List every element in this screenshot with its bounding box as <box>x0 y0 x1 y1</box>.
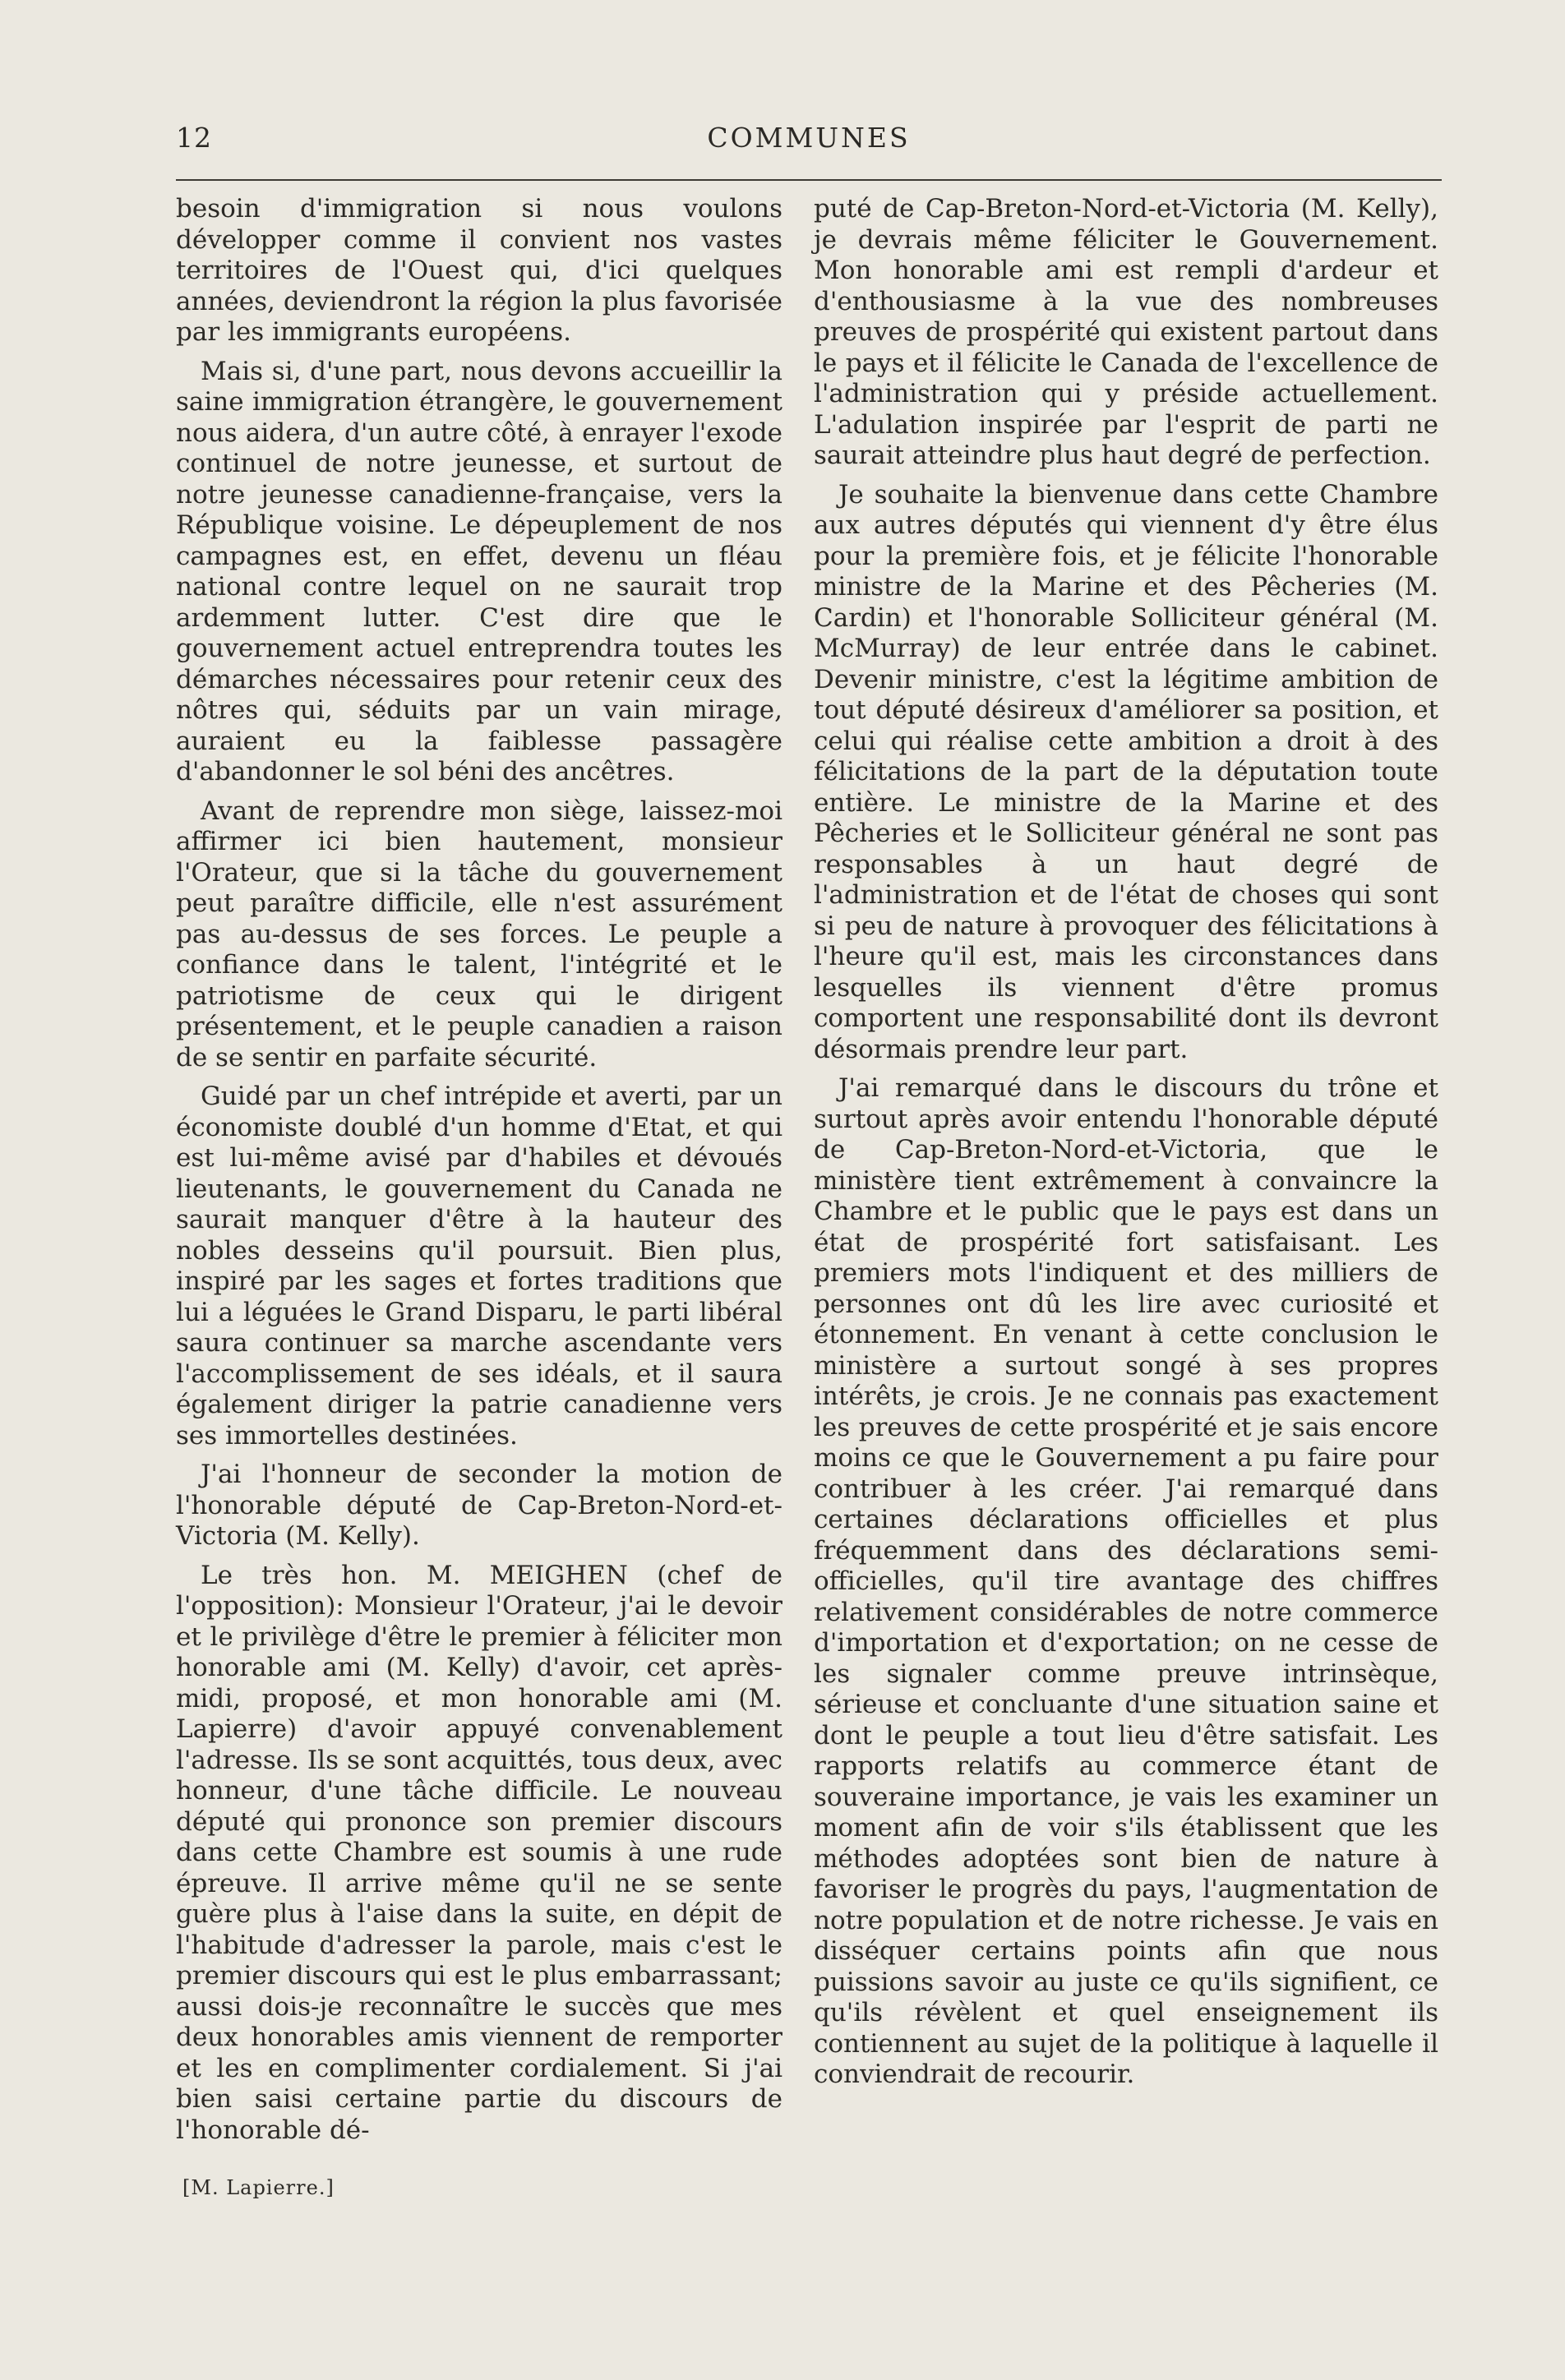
header-rule <box>176 179 1442 181</box>
paragraph: Le très hon. M. MEIGHEN (chef de l'opposition): Monsieur l'Orateur, j'ai le devoir et le privilège d'être le premier à féliciter mon honorable ami (M. Kelly) d'avoir, cet après-midi, proposé, et mon honorable ami (M. Lapierre) d'avoir appuyé convenablement l'adresse. Ils se sont acquittés, tous deux, avec honneur, d'une tâche difficile. Le nouveau député qui prononce son premier discours dans cette Chambre est soumis à une rude épreuve. Il arrive même qu'il ne se sente guère plus à l'aise dans la suite, en dépit de l'habitude d'adresser la parole, mais c'est le premier discours qui est le plus embarrassant; aussi dois-je reconnaître le succès que mes deux honorables amis viennent de remporter et les en complimenter cordialement. Si j'ai bien saisi certaine partie du discours de l'honorable dé- <box>176 1560 782 2145</box>
left-column <box>176 194 782 2154</box>
speaker-note: [M. Lapierre.] <box>182 2176 335 2199</box>
page-header <box>176 115 1442 164</box>
running-head: COMMUNES <box>707 122 911 154</box>
paragraph: besoin d'immigration si nous voulons développer comme il convient nos vastes territoires de l'Ouest qui, d'ici quelques années, deviendront la région la plus favorisée par les immigrants européens. <box>176 194 782 347</box>
right-column <box>814 194 1438 2099</box>
paragraph: puté de Cap-Breton-Nord-et-Victoria (M. Kelly), je devrais même féliciter le Gouvernement. Mon honorable ami est rempli d'ardeur et d'enthousiasme à la vue des nombreuses preuves de prospérité qui existent partout dans le pays et il félicite le Canada de l'excellence de l'administration qui y préside actuellement. L'adulation inspirée par l'esprit de parti ne saurait atteindre plus haut degré de perfection. <box>814 194 1438 470</box>
paragraph: Je souhaite la bienvenue dans cette Chambre aux autres députés qui viennent d'y être élus pour la première fois, et je félicite l'honorable ministre de la Marine et des Pêcheries (M. Cardin) et l'honorable Solliciteur général (M. McMurray) de leur entrée dans le cabinet. Devenir ministre, c'est la légitime ambition de tout député désireux d'améliorer sa position, et celui qui réalise cette ambition a droit à des félicitations de la part de la députation toute entière. Le ministre de la Marine et des Pêcheries et le Solliciteur général ne sont pas responsables à un haut degré de l'administration et de l'état de choses qui sont si peu de nature à provoquer des félicitations à l'heure qu'il est, mais les circonstances dans lesquelles ils viennent d'être promus comportent une responsabilité dont ils devront désormais prendre leur part. <box>814 479 1438 1064</box>
paragraph: J'ai remarqué dans le discours du trône et surtout après avoir entendu l'honorable député de Cap-Breton-Nord-et-Victoria, que le ministère tient extrêmement à convaincre la Chambre et le public que le pays est dans un état de prospérité fort satisfaisant. Les premiers mots l'indiquent et des milliers de personnes ont dû les lire avec curiosité et étonnement. En venant à cette conclusion le ministère a surtout songé à ses propres intérêts, je crois. Je ne connais pas exactement les preuves de cette prospérité et je sais encore moins ce que le Gouvernement a pu faire pour contribuer à les créer. J'ai remarqué dans certaines déclarations officielles et plus fréquemment dans des déclarations semi-officielles, qu'il tire avantage des chiffres relativement considérables de notre commerce d'importation et d'exportation; on ne cesse de les signaler comme preuve intrinsèque, sérieuse et concluante d'une situation saine et dont le peuple a tout lieu d'être satisfait. Les rapports relatifs au commerce étant de souveraine importance, je vais les examiner un moment afin de voir s'ils établissent que les méthodes adoptées sont bien de nature à favoriser le progrès du pays, l'augmentation de notre population et de notre richesse. Je vais en disséquer certains points afin que nous puissions savoir au juste ce qu'ils signifient, ce qu'ils révèlent et quel enseignement ils contiennent au sujet de la politique à laquelle il conviendrait de recourir. <box>814 1073 1438 2089</box>
paragraph: Avant de reprendre mon siège, laissez-moi affirmer ici bien hautement, monsieur l'Orateur, que si la tâche du gouvernement peut paraître difficile, elle n'est assurément pas au-dessus de ses forces. Le peuple a confiance dans le talent, l'intégrité et le patriotisme de ceux qui le dirigent présentement, et le peuple canadien a raison de se sentir en parfaite sécurité. <box>176 796 782 1072</box>
paragraph: Mais si, d'une part, nous devons accueillir la saine immigration étrangère, le gouvernement nous aidera, d'un autre côté, à enrayer l'exode continuel de notre jeunesse, et surtout de notre jeunesse canadienne-française, vers la République voisine. Le dépeuplement de nos campagnes est, en effet, devenu un fléau national contre lequel on ne saurait trop ardemment lutter. C'est dire que le gouvernement actuel entreprendra toutes les démarches nécessaires pour retenir ceux des nôtres qui, séduits par un vain mirage, auraient eu la faiblesse passagère d'abandonner le sol béni des ancêtres. <box>176 356 782 786</box>
paragraph: Guidé par un chef intrépide et averti, par un économiste doublé d'un homme d'Etat, et qui est lui-même avisé par d'habiles et dévoués lieutenants, le gouvernement du Canada ne saurait manquer d'être à la hauteur des nobles desseins qu'il poursuit. Bien plus, inspiré par les sages et fortes traditions que lui a léguées le Grand Disparu, le parti libéral saura continuer sa marche ascendante vers l'accomplissement de ses idéals, et il saura également diriger la patrie canadienne vers ses immortelles destinées. <box>176 1082 782 1451</box>
page-number: 12 <box>176 122 212 154</box>
paragraph: J'ai l'honneur de seconder la motion de l'honorable député de Cap-Breton-Nord-et-Victoria (M. Kelly). <box>176 1460 782 1551</box>
